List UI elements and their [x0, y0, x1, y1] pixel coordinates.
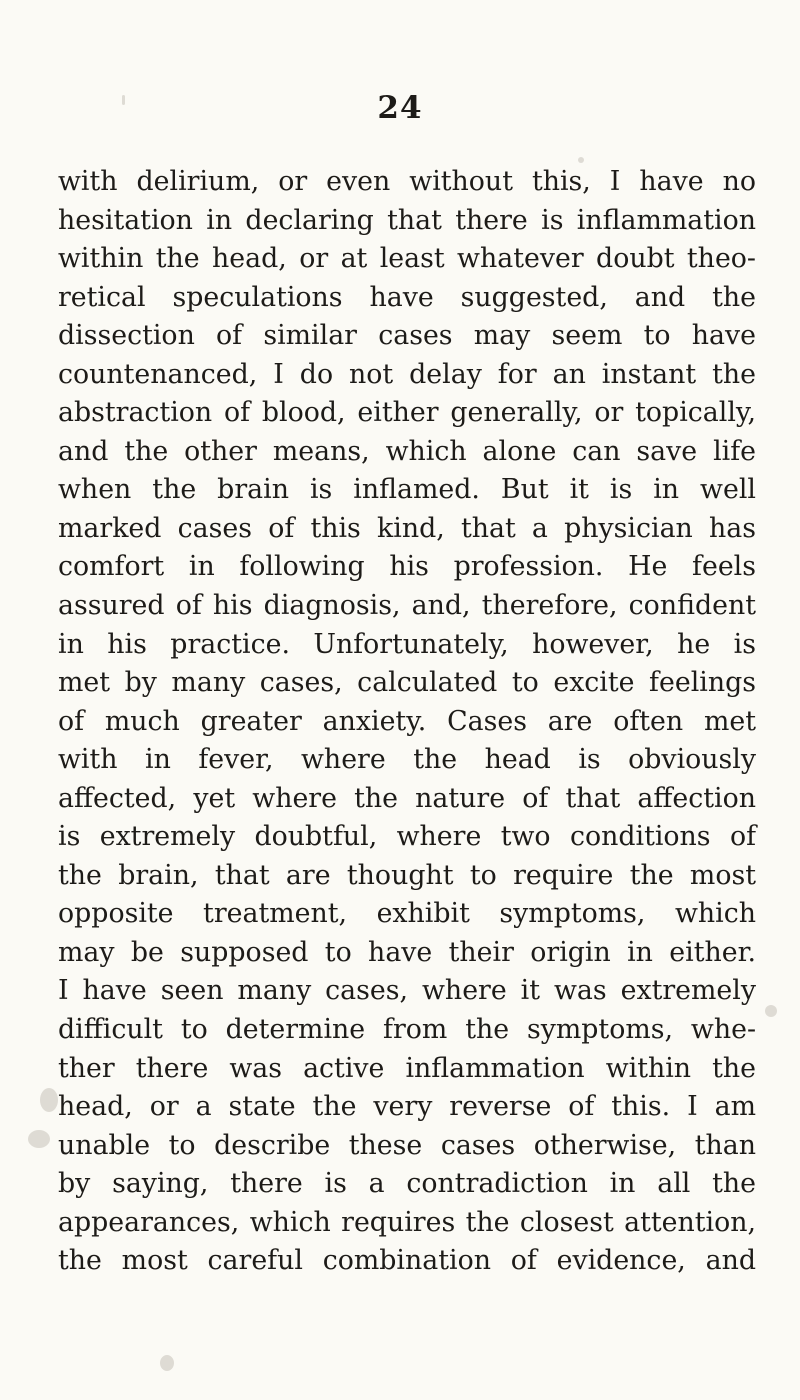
text-line: affected, yet where the nature of that affection: [58, 782, 756, 814]
paper-speck: [160, 1355, 174, 1371]
text-line: appearances, which requires the closest attention,: [58, 1206, 756, 1238]
text-line: abstraction of blood, either generally, or topically,: [58, 397, 756, 429]
text-line: with delirium, or even without this, I have no: [58, 166, 756, 197]
text-line: when the brain is inflamed. But it is in well: [58, 474, 756, 506]
paper-speck: [28, 1130, 50, 1148]
text-line: by saying, there is a contradiction in all the: [58, 1168, 756, 1200]
paper-speck: [122, 95, 125, 105]
text-line: hesitation in declaring that there is inflammation: [58, 204, 756, 236]
text-line: may be supposed to have their origin in either.: [58, 936, 756, 968]
text-line: countenanced, I do not delay for an instant the: [58, 358, 756, 390]
text-line: of much greater anxiety. Cases are often met: [58, 705, 756, 737]
text-line: the brain, that are thought to require the most: [58, 859, 756, 891]
text-line: opposite treatment, exhibit symptoms, which: [58, 898, 756, 930]
text-line: the most careful combination of evidence, and: [58, 1245, 756, 1277]
text-line: dissection of similar cases may seem to have: [58, 320, 756, 352]
text-line: is extremely doubtful, where two conditions of: [58, 821, 756, 853]
text-line: in his practice. Unfortunately, however, he is: [58, 628, 756, 660]
text-line: met by many cases, calculated to excite feelings: [58, 667, 756, 699]
text-line: assured of his diagnosis, and, therefore, confident: [58, 590, 756, 622]
paper-speck: [578, 157, 584, 163]
body-text: [58, 163, 756, 1281]
page-number: 24: [377, 90, 423, 126]
text-line: I have seen many cases, where it was extremely: [58, 975, 756, 1007]
text-line: head, or a state the very reverse of this. I am: [58, 1091, 756, 1123]
text-line: marked cases of this kind, that a physician has: [58, 512, 756, 544]
text-line: ther there was active inflammation within the: [58, 1052, 756, 1084]
paper-speck: [765, 1005, 777, 1017]
paper-speck: [40, 1088, 58, 1112]
text-line: difficult to determine from the symptoms, whe-: [58, 1014, 756, 1046]
text-line: retical speculations have suggested, and the: [58, 281, 756, 313]
text-line: comfort in following his profession. He feels: [58, 551, 756, 583]
text-line: and the other means, which alone can save life: [58, 435, 756, 467]
text-line: unable to describe these cases otherwise, than: [58, 1129, 756, 1161]
text-line: within the head, or at least whatever doubt theo-: [58, 243, 756, 275]
text-line: with in fever, where the head is obviously: [58, 744, 756, 776]
